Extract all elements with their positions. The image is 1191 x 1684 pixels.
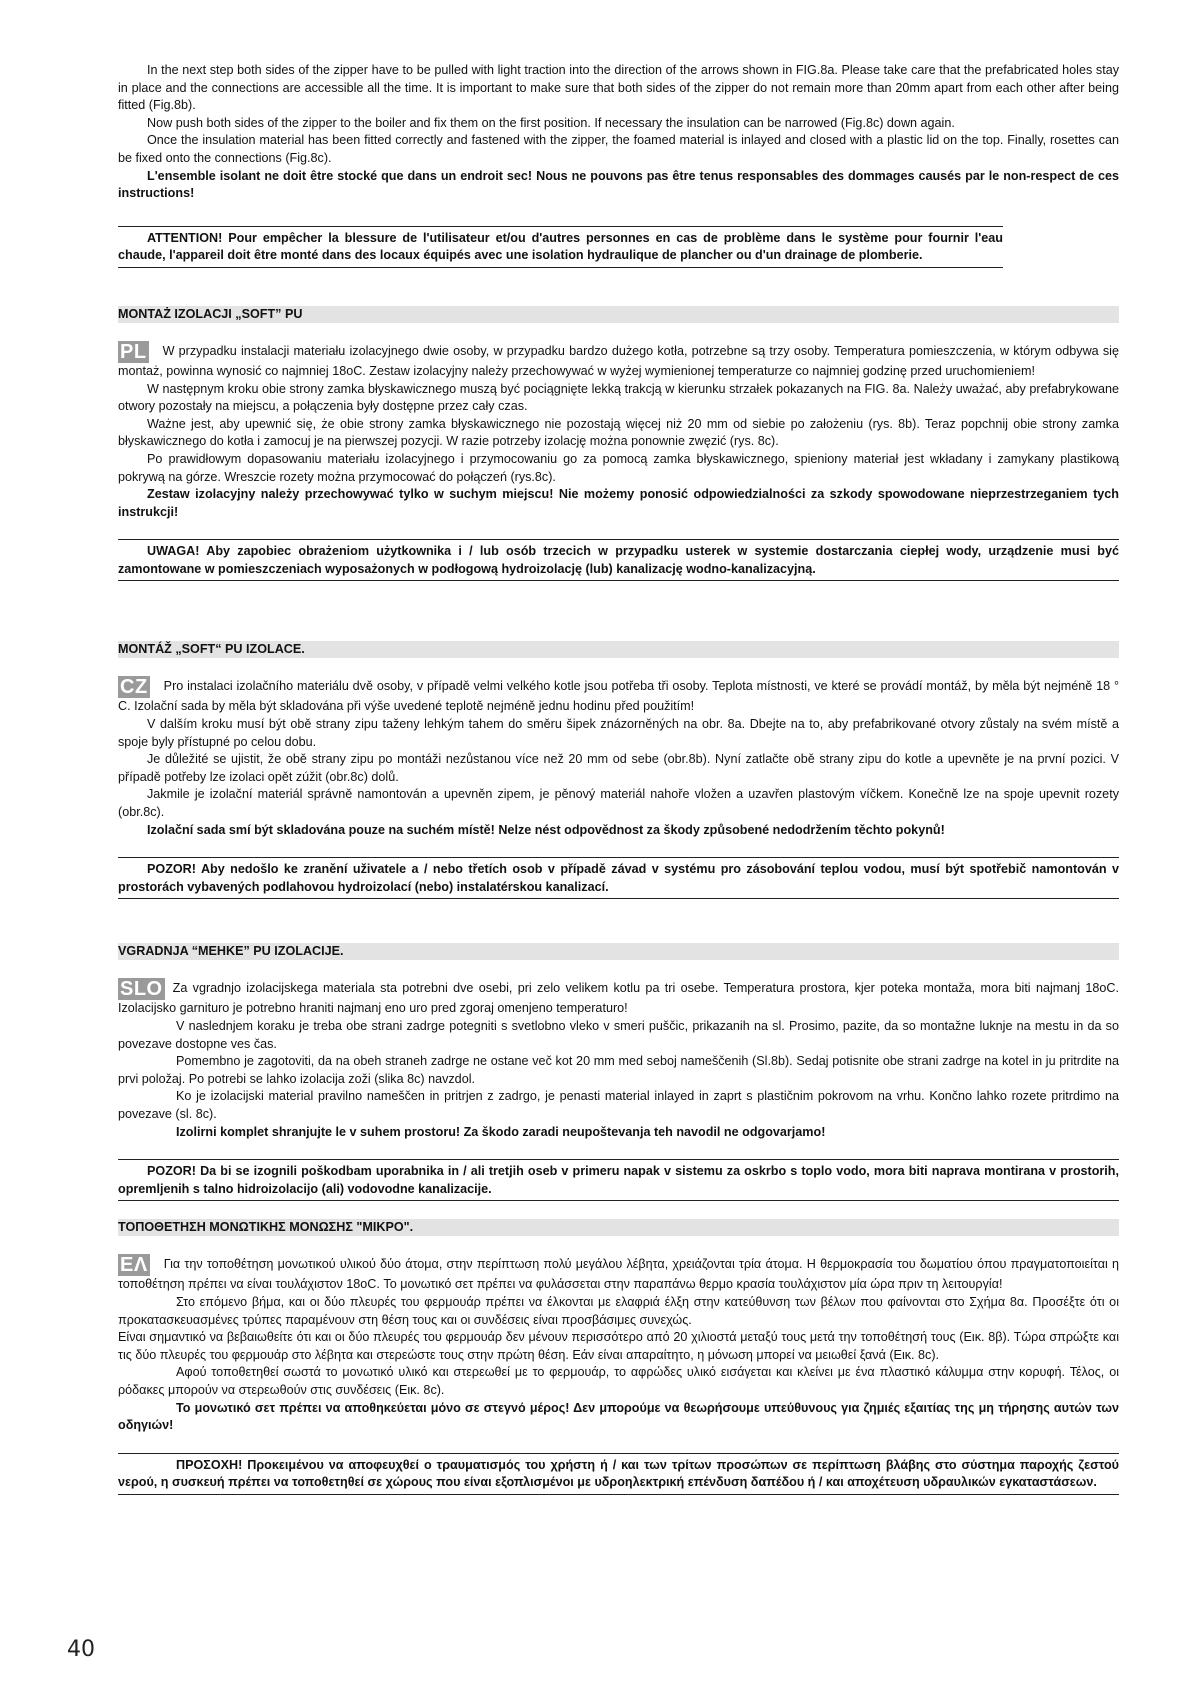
slo-section [118, 978, 1119, 1141]
document-page [118, 62, 1119, 1495]
slo-paragraph-4: Ko je izolacijski material pravilno nameščen in pritrjen z zadrgo, je penasti material inlayed in zaprt s plastičnim pokrovom na vrhu. Končno lahko rozete pritrdimo na povezave (sl. 8c). [118, 1089, 1119, 1121]
slo-storage-note: Izolirni komplet shranjujte le v suhem prostoru! Za škodo zaradi neupoštevanja teh navodil ne odgovarjamo! [176, 1124, 826, 1139]
slo-paragraph-2: V naslednjem koraku je treba obe strani zadrge potegniti s svetlobno vleko v smeri puščic, prikazanih na sl. Prosimo, pazite, da so montažne luknje na mestu in da so povezave dostopne ves čas. [118, 1019, 1119, 1051]
cz-warning-text: POZOR! Aby nedošlo ke zranění uživatele a / nebo třetích osob v případě závad v systému pro zásobování teplou vodou, musí být spotřebič namontován v prostorách vybavených podlahovou hydroizolací (nebo) instalatérskou kanalizací. [118, 862, 1119, 894]
english-section [118, 62, 1119, 203]
pl-section [118, 341, 1119, 521]
cz-section-heading: MONTÁŽ „SOFT“ PU IZOLACE. [118, 641, 1119, 658]
pl-section-heading: MONTAŻ IZOLACJI „SOFT” PU [118, 306, 1119, 323]
page-number: 40 [67, 1637, 95, 1662]
cz-language-badge: CZ [120, 676, 148, 699]
slo-section-heading: VGRADNJA “MEHKE” PU IZOLACIJE. [118, 943, 1119, 960]
pl-storage-note: Zestaw izolacyjny należy przechowywać tylko w suchym miejscu! Nie możemy ponosić odpowiedzialności za szkody spowodowane nieprzestrzeganiem tych instrukcji! [118, 487, 1119, 519]
en-paragraph-3: Once the insulation material has been fitted correctly and fastened with the zipper, the foamed material is inlayed and closed with a plastic lid on the top. Finally, rosettes can be fixed onto the connections (Fig.8c). [118, 133, 1119, 165]
cz-paragraph-3: Je důležité se ujistit, že obě strany zipu po montáži nezůstanou více než 20 mm od sebe (obr.8b). Nyní zatlačte obě strany zipu do kotle a upevněte je na první pozici. V případě potřeby lze izolaci opět zúžit (obr.8c) dolů. [118, 752, 1119, 784]
pl-paragraph-4: Po prawidłowym dopasowaniu materiału izolacyjnego i przymocowaniu go za pomocą zamka błyskawicznego, spieniony materiał jest wkładany i zamykany plastikową pokrywą na górze. Wreszcie rozety można przymocować do połączeń (rys.8c). [118, 451, 1119, 484]
el-warning-box [118, 1453, 1119, 1495]
el-language-badge: ΕΛ [120, 1254, 148, 1277]
en-paragraph-2: Now push both sides of the zipper to the boiler and fix them on the first position. If necessary the insulation can be narrowed (Fig.8c) down again. [147, 115, 955, 130]
el-paragraph-2: Στο επόμενο βήμα, και οι δύο πλευρές του φερμουάρ πρέπει να έλκονται με ελαφριά έλξη στην κατεύθυνση των βέλων που φαίνονται στο Σχήμα 8α. Προσέξτε ότι οι προκατασκευασμένες τρύπες παραμένουν στη θέση τους και οι συνδέσεις είναι προσβάσιμες συνεχώς. [118, 1294, 1119, 1327]
cz-paragraph-4: Jakmile je izolační materiál správně namontován a upevněn zipem, je pěnový materiál nahoře vložen a uzavřen plastovým víčkem. Konečně lze na spoje upevnit rozety (obr.8c). [118, 787, 1119, 820]
el-storage-note: Το μονωτικό σετ πρέπει να αποθηκεύεται μόνο σε στεγνό μέρος! Δεν μπορούμε να θεωρήσουμε υπεύθυνους για ζημιές εξαιτίας της μη τήρησης αυτών των οδηγιών! [118, 1400, 1119, 1433]
cz-storage-note: Izolační sada smí být skladována pouze na suchém místě! Nelze nést odpovědnost za škody způsobené nedodržením těchto pokynů! [147, 822, 945, 837]
el-paragraph-1: Για την τοποθέτηση μονωτικού υλικού δύο άτομα, στην περίπτωση πολύ μεγάλου λέβητα, χρειάζονται τρία άτομα. Η θερμοκρασία του δωματίου όπου πραγματοποιείται η τοποθέτηση πρέπει να είναι τουλάχιστον 18oC. Το μονωτικό σετ πρέπει να φυλάσσεται στην παραπάνω θερμο κρασία τουλάχιστον μία ώρα πριν τη λειτουργία! [118, 1257, 1119, 1292]
el-section [118, 1254, 1119, 1434]
cz-warning-box [118, 857, 1119, 899]
cz-paragraph-1: Pro instalaci izolačního materiálu dvě osoby, v případě velmi velkého kotle jsou potřeba tři osoby. Teplota místnosti, ve které se provádí montáž, by měla být nejméně 18 ° C. Izolační sada by měla být skladována při výše uvedené teplotě nejméně jednu hodinu před použitím! [118, 679, 1119, 714]
slo-warning-box [118, 1159, 1119, 1201]
en-storage-note: L'ensemble isolant ne doit être stocké que dans un endroit sec! Nous ne pouvons pas être tenus responsables des dommages causés par le non-respect de ces instructions! [118, 168, 1119, 201]
el-warning-text: ΠΡΟΣΟΧΗ! Προκειμένου να αποφευχθεί ο τραυματισμός του χρήστη ή / και των τρίτων προσώπων σε περίπτωση βλάβης στο σύστημα παροχής ζεστού νερού, η συσκευή πρέπει να τοποθετηθεί σε χώρους που είναι εξοπλισμένοι με υδρoηλεκτρική επένδυση δαπέδου ή / και αποχέτευση υδραυλικών εγκαταστάσεων. [118, 1457, 1119, 1490]
el-paragraph-3: Είναι σημαντικό να βεβαιωθείτε ότι και οι δύο πλευρές του φερμουάρ δεν μένουν περισσότερο από 20 χιλιοστά μεταξύ τους μετά την τοποθέτησή τους (Εικ. 8β). Τώρα σπρώξτε και τις δύο πλευρές του φερμουάρ στο λέβητα και στερεώστε τους στην πρώτη θέση. Εάν είναι απαραίτητο, η μόνωση μπορεί να μειωθεί ξανά (Εικ. 8c). [118, 1330, 1119, 1362]
el-section-heading: ΤΟΠΟΘΕΤΗΣΗ ΜΟΝΩΤΙΚΗΣ ΜΟΝΩΣΗΣ "ΜΙΚΡΟ". [118, 1219, 1119, 1236]
slo-warning-text: POZOR! Da bi se izognili poškodbam uporabnika in / ali tretjih oseb v primeru napak v sistemu za oskrbo s toplo vodo, mora biti naprava montirana v prostorih, opremljenih s talno hidroizolacijo (ali) vodovodne kanalizacije. [118, 1164, 1119, 1196]
pl-paragraph-2: W następnym kroku obie strony zamka błyskawicznego muszą być pociągnięte lekką trakcją w kierunku strzałek pokazanych na FIG. 8a. Należy uważać, aby prefabrykowane otwory pozostały na miejscu, a połączenia były dostępne przez cały czas. [118, 381, 1119, 414]
slo-paragraph-1: Za vgradnjo izolacijskega materiala sta potrebni dve osebi, pri zelo velikem kotlu pa tri osebe. Temperatura prostora, kjer poteka montaža, mora biti najmanj 18oC. Izolacijsko garnituro je potrebno hraniti najmanj eno uro pred zgoraj omenjeno temperaturo! [118, 981, 1119, 1016]
slo-paragraph-3: Pomembno je zagotoviti, da na obeh straneh zadrge ne ostane več kot 20 mm med seboj nameščenih (Sl.8b). Sedaj potisnite obe strani zadrge na kotel in ju pritrdite na prvi položaj. Po potrebi se lahko izolacija zoži (slika 8c) navzdol. [118, 1054, 1119, 1086]
pl-paragraph-3: Ważne jest, aby upewnić się, że obie strony zamka błyskawicznego nie pozostają więcej niż 20 mm od siebie po założeniu (rys. 8b). Teraz popchnij obie strony zamka błyskawicznego do kotła i zamocuj je na pierwszej pozycji. W razie potrzeby izolację można ponownie zwęzić (rys. 8c). [118, 416, 1119, 449]
slo-language-badge: SLO [120, 978, 163, 1001]
fr-warning-box [118, 226, 1003, 268]
en-paragraph-1: In the next step both sides of the zipper have to be pulled with light traction into the direction of the arrows shown in FIG.8a. Please take care that the prefabricated holes stay in place and the connections are accessible all the time. It is important to make sure that both sides of the zipper do not remain more than 20mm apart from each other after being fitted (Fig.8b). [118, 63, 1119, 113]
pl-paragraph-1: W przypadku instalacji materiału izolacyjnego dwie osoby, w przypadku bardzo dużego kotła, potrzebne są trzy osoby. Temperatura pomieszczenia, w którym odbywa się montaż, powinna wynosić co najmniej 18oC. Zestaw izolacyjny należy przechowywać w wyżej wymienionej temperaturze co najmniej godzinę przed uruchomieniem! [118, 343, 1119, 378]
cz-section [118, 676, 1119, 839]
pl-warning-box [118, 539, 1119, 581]
fr-warning-text: ATTENTION! Pour empêcher la blessure de l'utilisateur et/ou d'autres personnes en cas de problème dans le système pour fournir l'eau chaude, l'appareil doit être monté dans des locaux équipés avec une isolation hydraulique de plancher ou d'un drainage de plomberie. [118, 230, 1003, 263]
el-paragraph-4: Αφού τοποθετηθεί σωστά το μονωτικό υλικό και στερεωθεί με το φερμουάρ, το αφρώδες υλικό εισάγεται και κλείνει με ένα πλαστικό κάλυμμα στην κορυφή. Τέλος, οι ρόδακες μπορούν να στερεωθούν στις συνδέσεις (Εικ. 8c). [118, 1365, 1119, 1397]
pl-warning-text: UWAGA! Aby zapobiec obrażeniom użytkownika i / lub osób trzecich w przypadku usterek w systemie dostarczania ciepłej wody, urządzenie musi być zamontowane w pomieszczeniach wyposażonych w podłogową hydroizolację (lub) kanalizację wodno-kanalizacyjną. [118, 544, 1119, 576]
cz-paragraph-2: V dalším kroku musí být obě strany zipu taženy lehkým tahem do směru šipek znázorněných na obr. 8a. Dbejte na to, aby prefabrikované otvory zůstaly na svém místě a spoje byly přístupné po celou dobu. [118, 717, 1119, 749]
pl-language-badge: PL [120, 340, 147, 363]
